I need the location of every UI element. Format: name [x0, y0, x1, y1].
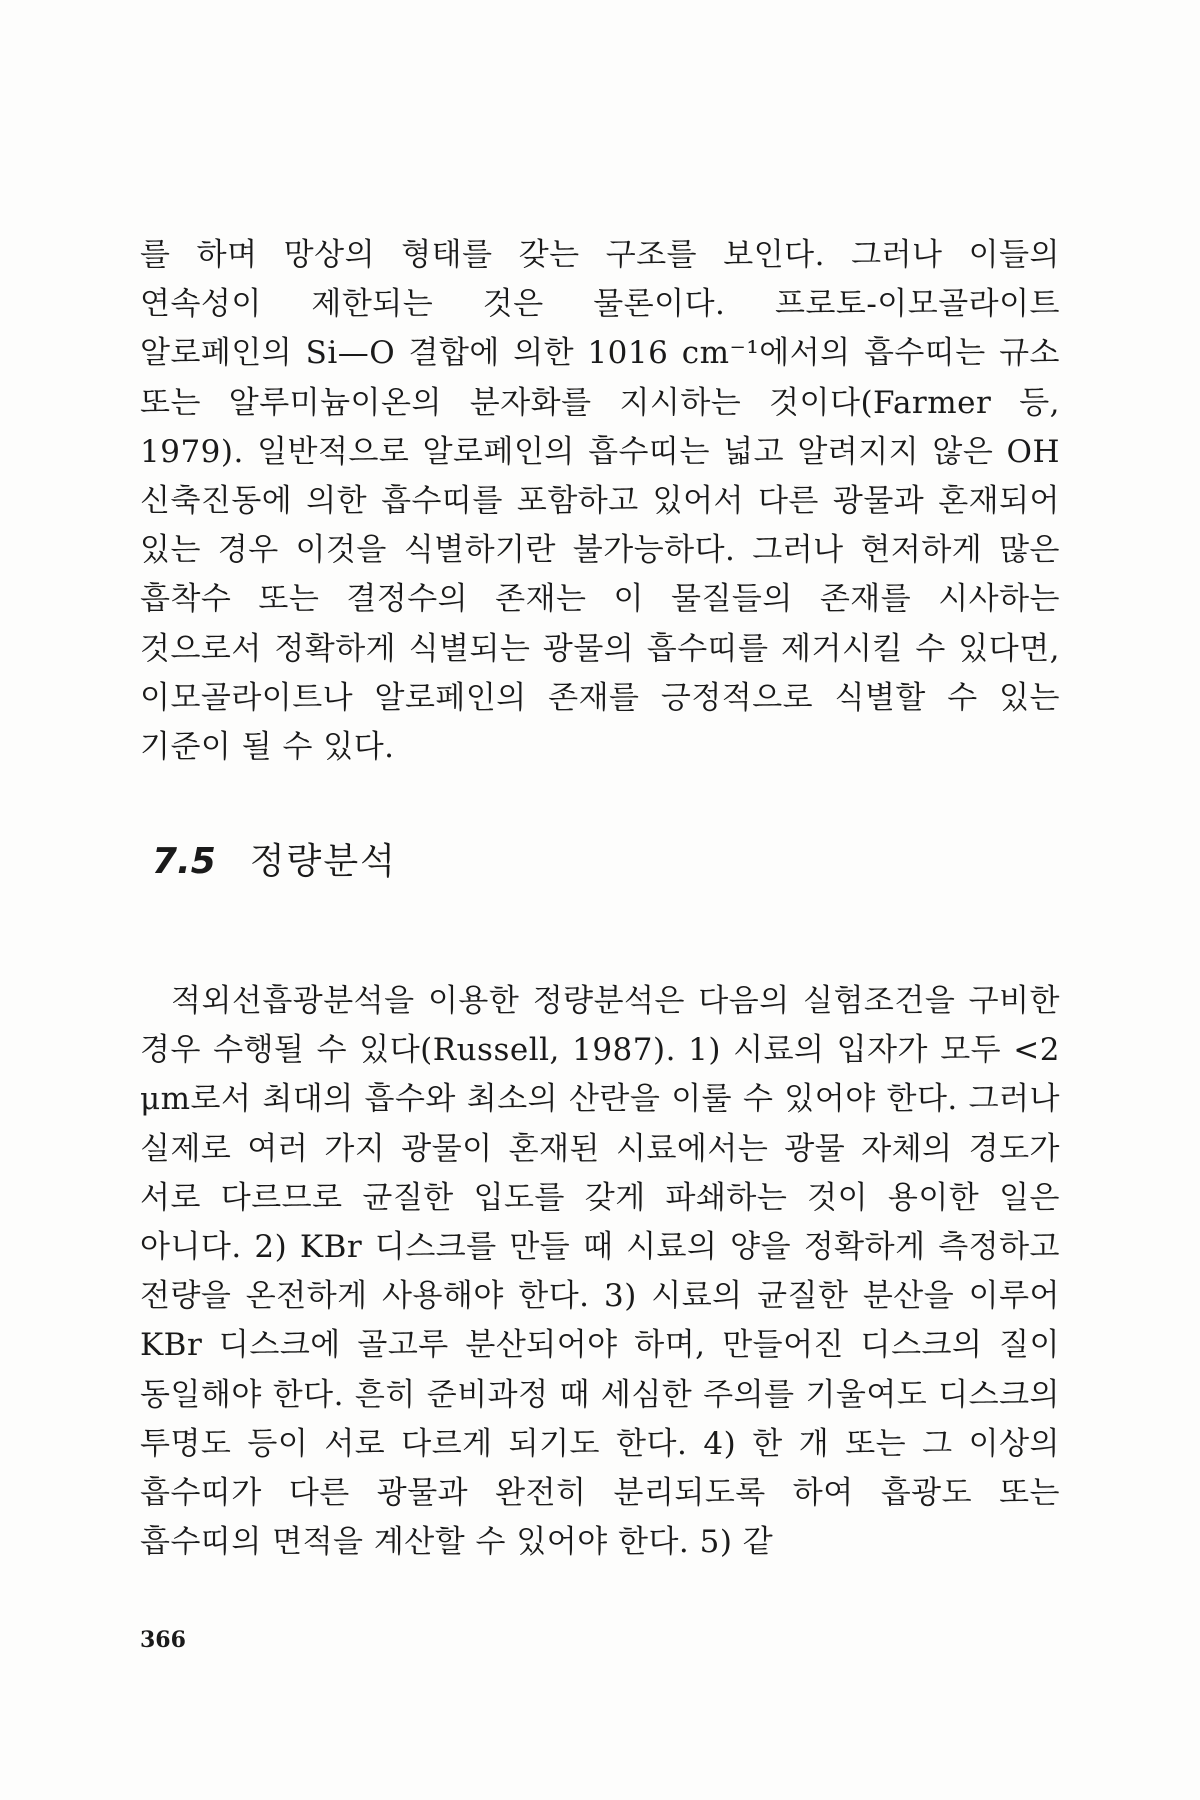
section-title: 정량분석	[249, 841, 397, 882]
body-paragraph-2: 적외선흡광분석을 이용한 정량분석은 다음의 실험조건을 구비한 경우 수행될 수 있다(Russell, 1987). 1) 시료의 입자가 모두 <2 μm로서 최대의 흡수와 최소의 산란을 이룰 수 있어야 한다. 그러나 실제로 여러 가지 광물이 혼재된 시료에서는 광물 자체의 경도가 서로 다르므로 균질한 입도를 갖게 파쇄하는 것이 용이한 일은 아니다. 2) KBr 디스크를 만들 때 시료의 양을 정확하게 측정하고 전량을 온전하게 사용해야 한다. 3) 시료의 균질한 분산을 이루어 KBr 디스크에 골고루 분산되어야 하며, 만들어진 디스크의 질이 동일해야 한다. 흔히 준비과정 때 세심한 주의를 기울여도 디스크의 투명도 등이 서로 다르게 되기도 한다. 4) 한 개 또는 그 이상의 흡수띠가 다른 광물과 완전히 분리되도록 하여 흡광도 또는 흡수띠의 면적을 계산할 수 있어야 한다. 5) 같	[140, 983, 1060, 1561]
section-number: 7.5	[152, 841, 216, 882]
page-number: 366	[140, 1627, 186, 1653]
body-paragraph-1: 를 하며 망상의 형태를 갖는 구조를 보인다. 그러나 이들의 연속성이 제한되는 것은 물론이다. 프로토-이모골라이트 알로페인의 Si—O 결합에 의한 1016 cm⁻¹에서의 흡수띠는 규소 또는 알루미늄이온의 분자화를 지시하는 것이다(Farmer 등, 1979). 일반적으로 알로페인의 흡수띠는 넓고 알려지지 않은 OH 신축진동에 의한 흡수띠를 포함하고 있어서 다른 광물과 혼재되어 있는 경우 이것을 식별하기란 불가능하다. 그러나 현저하게 많은 흡착수 또는 결정수의 존재는 이 물질들의 존재를 시사하는 것으로서 정확하게 식별되는 광물의 흡수띠를 제거시킬 수 있다면, 이모골라이트나 알로페인의 존재를 긍정적으로 식별할 수 있는 기준이 될 수 있다.	[140, 237, 1060, 766]
section-heading	[152, 840, 397, 884]
